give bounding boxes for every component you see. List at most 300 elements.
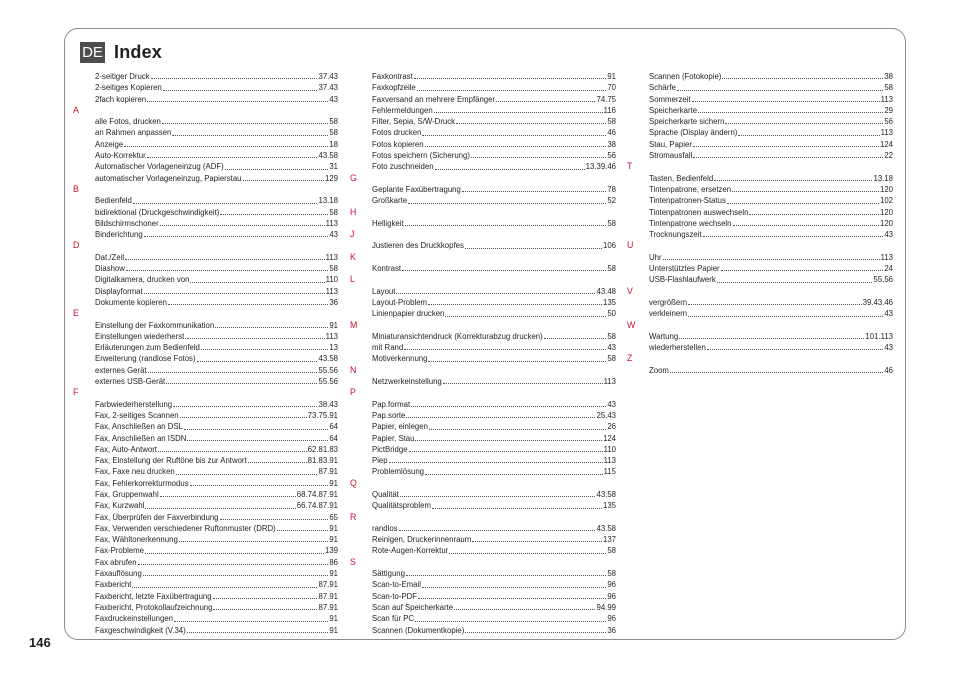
index-entry (372, 308, 616, 319)
index-entry (95, 116, 338, 127)
dot-leader (472, 541, 602, 542)
index-term: Fax, Auto-Antwort (95, 444, 157, 454)
index-term: Tintenpatrone wechseln (649, 218, 732, 228)
index-term: Displayformat (95, 286, 143, 296)
page-references: 86 (329, 557, 338, 567)
section-letter: U (627, 240, 634, 251)
index-entry (95, 545, 338, 556)
dot-leader (415, 621, 606, 622)
page-references: 91 (607, 72, 616, 81)
index-entry (95, 218, 338, 229)
page-references: 96 (607, 614, 616, 624)
index-entry (372, 342, 616, 353)
page-references: 38 (884, 72, 893, 81)
dot-leader (184, 429, 328, 430)
page-references: 22 (884, 151, 893, 161)
index-entry (372, 421, 616, 432)
index-term: Stau, Papier (649, 139, 692, 149)
section-letter: W (627, 319, 636, 330)
dot-leader (727, 203, 879, 204)
dot-leader (679, 338, 864, 339)
page-references: 81.83.91 (307, 456, 338, 466)
index-entry (95, 365, 338, 376)
index-entry (95, 579, 338, 590)
dot-leader (714, 180, 872, 181)
dot-leader (213, 609, 317, 610)
page-references: 43.58 (596, 489, 616, 499)
page-references: 113 (325, 331, 338, 341)
section-letter: T (627, 161, 633, 172)
index-term: Pap.format (372, 399, 411, 409)
index-term: verkleinern (649, 309, 688, 319)
dot-leader (409, 451, 603, 452)
page-references: 43 (884, 309, 893, 319)
index-term: externes Gerät (95, 365, 147, 375)
index-term: Einstellung der Faxkommunikation (95, 320, 215, 330)
index-entry (372, 240, 616, 251)
index-entry (372, 297, 616, 308)
index-term: mit Rand (372, 343, 404, 353)
index-column-1 (73, 71, 338, 636)
page-references: 52 (607, 196, 616, 206)
index-entry (649, 195, 893, 206)
index-entry (372, 568, 616, 579)
page-references: 87.91 (318, 591, 338, 601)
page-references: 55.56 (873, 275, 893, 285)
index-entry (372, 534, 616, 545)
index-term: Motiverkennung (372, 354, 428, 364)
page-references: 64 (329, 433, 338, 443)
index-term: Sättigung (372, 569, 405, 579)
index-term: 2-seitiger Druck (95, 72, 150, 81)
page-references: 56 (607, 151, 616, 161)
index-term: Fehlermeldungen (372, 105, 433, 115)
dot-leader (144, 293, 325, 294)
index-term: Fax, Einstellung der Ruftöne bis zur Antwort (95, 456, 247, 466)
index-term: Scan auf Speicherkarte (372, 602, 454, 612)
dot-leader (180, 417, 307, 418)
index-entry (649, 71, 893, 82)
index-term: wiederherstellen (649, 343, 706, 353)
index-entry (95, 207, 338, 218)
index-entry (95, 331, 338, 342)
index-term: Scannen (Fotokopie) (649, 72, 722, 81)
index-term: Erläuterungen zum Bedienfeld (95, 343, 200, 353)
index-term: Fax, Gruppenwahl (95, 489, 159, 499)
dot-leader (749, 214, 879, 215)
index-term: 2fach kopieren (95, 94, 147, 104)
page-references: 65 (329, 512, 338, 522)
index-entry (372, 455, 616, 466)
page-references: 87.91 (318, 602, 338, 612)
index-term: Pap.sorte (372, 410, 406, 420)
page-references: 43 (884, 343, 893, 353)
index-term: Zoom (649, 365, 669, 375)
index-term: Digitalkamera, drucken von (95, 275, 190, 285)
index-term: randlos (372, 523, 398, 533)
page-references: 36 (607, 625, 616, 635)
dot-leader (160, 496, 296, 497)
dot-leader (414, 78, 607, 79)
dot-leader (454, 609, 595, 610)
index-entry (372, 116, 616, 127)
page-references: 106 (602, 241, 616, 251)
index-term: Uhr (649, 252, 662, 262)
page-references: 58 (329, 207, 338, 217)
dot-leader (174, 621, 328, 622)
page-references: 43 (329, 94, 338, 104)
index-term: Erweiterung (randlose Fotos) (95, 354, 196, 364)
index-term: Fax, 2-seitiges Scannen (95, 410, 179, 420)
dot-leader (405, 225, 607, 226)
dot-leader (663, 259, 880, 260)
dot-leader (220, 519, 329, 520)
index-term: Problemlösung (372, 467, 425, 477)
dot-leader (496, 101, 595, 102)
page-references: 96 (607, 580, 616, 590)
index-term: Bedienfeld (95, 196, 132, 206)
section-letter: L (350, 274, 355, 285)
index-entry (372, 376, 616, 387)
index-column-3 (627, 71, 893, 376)
dot-leader (445, 316, 606, 317)
dot-leader (158, 451, 307, 452)
index-entry (95, 127, 338, 138)
page-references: 110 (325, 275, 338, 285)
page-references: 124 (602, 433, 616, 443)
dot-leader (449, 553, 606, 554)
page-title: Index (114, 41, 163, 62)
section-letter: E (73, 308, 79, 319)
index-term: PictBridge (372, 444, 408, 454)
index-entry (649, 173, 893, 184)
section-letter: G (350, 172, 357, 183)
page-references: 43 (329, 230, 338, 240)
index-entry (649, 218, 893, 229)
index-term: Faxgeschwindigkeit (V.34) (95, 625, 186, 635)
dot-leader (168, 304, 328, 305)
index-entry (649, 308, 893, 319)
index-entry (95, 297, 338, 308)
index-term: Tasten, Bedienfeld (649, 173, 714, 183)
index-entry (95, 286, 338, 297)
page-references: 87.91 (318, 467, 338, 477)
index-entry (372, 489, 616, 500)
page-references: 39.43.46 (862, 297, 893, 307)
index-entry (95, 410, 338, 421)
index-entry (372, 105, 616, 116)
page-references: 46 (884, 365, 893, 375)
index-term: Einstellungen wiederherst. (95, 331, 187, 341)
page-references: 113 (325, 286, 338, 296)
page-references: 43 (607, 399, 616, 409)
index-term: automatischer Vorlageneinzug, Papierstau (95, 173, 242, 183)
index-term: USB-Flashlaufwerk (649, 275, 716, 285)
index-term: vergrößern (649, 297, 688, 307)
index-entry (372, 399, 616, 410)
index-term: Piep (372, 456, 388, 466)
dot-leader (389, 462, 603, 463)
index-entry (649, 82, 893, 93)
index-entry (95, 534, 338, 545)
index-term: Anzeige (95, 139, 124, 149)
index-entry (649, 229, 893, 240)
page-references: 13.39.46 (585, 162, 616, 172)
section-letter: K (350, 251, 356, 262)
dot-leader (688, 304, 862, 305)
index-entry (649, 297, 893, 308)
index-entry (649, 139, 893, 150)
page-references: 91 (329, 535, 338, 545)
index-term: Automatischer Vorlageneinzug (ADF) (95, 162, 224, 172)
page-references: 25.43 (596, 410, 616, 420)
dot-leader (425, 146, 607, 147)
dot-leader (688, 316, 883, 317)
page-references: 58 (607, 569, 616, 579)
page-references: 38 (607, 139, 616, 149)
index-entry (95, 489, 338, 500)
index-term: Sommerzeit (649, 94, 691, 104)
index-term: Faxbericht, Protokollaufzeichnung (95, 602, 213, 612)
index-term: Fax, Fehlerkorrekturmodus (95, 478, 189, 488)
page-references: 91 (329, 614, 338, 624)
page-references: 94.99 (596, 602, 616, 612)
page-references: 120 (879, 218, 893, 228)
section-letter: R (350, 511, 357, 522)
dot-leader (187, 632, 329, 633)
page-number: 146 (29, 635, 51, 650)
index-entry (372, 127, 616, 138)
index-term: 2-seitiges Kopieren (95, 83, 162, 93)
index-term: Speicherkarte sichern (649, 117, 725, 127)
dot-leader (406, 575, 606, 576)
section-letter: P (350, 387, 356, 398)
page-references: 26 (607, 422, 616, 432)
index-term: Scan-to-Email (372, 580, 421, 590)
section-letter: S (350, 556, 356, 567)
dot-leader (197, 361, 318, 362)
page-references: 135 (602, 501, 616, 511)
page-references: 129 (324, 173, 338, 183)
page-references: 101.113 (865, 331, 893, 341)
index-term: Fotos drucken (372, 128, 422, 138)
index-entry (95, 523, 338, 534)
index-term: Großkarte (372, 196, 408, 206)
page-references: 37.43 (318, 72, 338, 81)
index-term: Tintenpatrone, ersetzen (649, 184, 732, 194)
page-references: 113 (325, 252, 338, 262)
dot-leader (396, 293, 595, 294)
index-entry (372, 71, 616, 82)
index-entry (372, 263, 616, 274)
dot-leader (418, 598, 606, 599)
index-term: Binderichtung (95, 230, 143, 240)
page-references: 50 (607, 309, 616, 319)
page-references: 43.58 (596, 523, 616, 533)
dot-leader (143, 575, 329, 576)
dot-leader (132, 587, 317, 588)
page-references: 66.74.87.91 (296, 501, 338, 511)
index-entry (372, 184, 616, 195)
index-term: Papier, Stau (372, 433, 415, 443)
section-letter: A (73, 104, 79, 115)
index-entry (372, 82, 616, 93)
index-term: Fax, Kurzwahl (95, 501, 145, 511)
index-entry (95, 353, 338, 364)
section-letter: Z (627, 353, 633, 364)
page-references: 124 (879, 139, 893, 149)
index-entry (649, 150, 893, 161)
index-term: Reinigen, Druckerinnenraum (372, 535, 472, 545)
index-entry (95, 195, 338, 206)
page-references: 38.43 (318, 399, 338, 409)
index-term: Fax, Verwenden verschiedener Ruftonmuster (DRD) (95, 523, 276, 533)
page-references: 13.18 (873, 173, 893, 183)
index-term: bidirektional (Druckgeschwindigkeit) (95, 207, 220, 217)
dot-leader (172, 135, 328, 136)
index-term: an Rahmen anpassen (95, 128, 172, 138)
page-references: 58 (607, 264, 616, 274)
dot-leader (693, 146, 879, 147)
index-term: Linienpapier drucken (372, 309, 445, 319)
index-term: Wartung (649, 331, 679, 341)
index-term: Fax, Wähltonerkennung (95, 535, 178, 545)
dot-leader (408, 203, 606, 204)
index-entry (649, 207, 893, 218)
page-references: 139 (324, 546, 338, 556)
page-references: 36 (329, 297, 338, 307)
dot-leader (434, 112, 603, 113)
dot-leader (462, 191, 606, 192)
index-term: Tintenpatronen-Status (649, 196, 726, 206)
index-term: Faxkontrast (372, 72, 413, 81)
page-references: 43.58 (318, 151, 338, 161)
dot-leader (693, 157, 883, 158)
page-references: 62.81.83 (307, 444, 338, 454)
dot-leader (677, 90, 883, 91)
dot-leader (435, 169, 585, 170)
page-references: 58 (329, 264, 338, 274)
index-term: Fax, Faxe neu drucken (95, 467, 175, 477)
section-letter: H (350, 206, 357, 217)
section-letter: F (73, 387, 79, 398)
index-entry (95, 591, 338, 602)
index-term: externes USB-Gerät (95, 377, 166, 387)
page-references: 87.91 (318, 580, 338, 590)
index-term: Scan-to-PDF (372, 591, 418, 601)
index-entry (372, 139, 616, 150)
section-letter: B (73, 183, 79, 194)
index-term: Helligkeit (372, 218, 404, 228)
page-references: 55.56 (318, 365, 338, 375)
index-term: alle Fotos, drucken (95, 117, 161, 127)
index-entry (95, 229, 338, 240)
page-references: 73.75.91 (307, 410, 338, 420)
index-term: Layout-Problem (372, 297, 428, 307)
page-references: 91 (329, 569, 338, 579)
index-term: Kontrast (372, 264, 402, 274)
dot-leader (721, 270, 884, 271)
page-references: 43 (884, 230, 893, 240)
index-term: Schärfe (649, 83, 676, 93)
dot-leader (215, 327, 328, 328)
index-entry (372, 161, 616, 172)
dot-leader (220, 214, 328, 215)
index-entry (372, 218, 616, 229)
page-references: 120 (879, 207, 893, 217)
page-references: 116 (603, 105, 616, 115)
dot-leader (443, 383, 603, 384)
page-references: 58 (607, 354, 616, 364)
index-entry (95, 376, 338, 387)
section-letter: D (73, 240, 80, 251)
dot-leader (422, 135, 606, 136)
index-entry (95, 94, 338, 105)
index-entry (95, 602, 338, 613)
page-references: 115 (603, 467, 616, 477)
index-term: Fotos speichern (Sicherung) (372, 151, 470, 161)
index-term: Geplante Faxübertragung (372, 184, 461, 194)
page-references: 58 (884, 83, 893, 93)
index-term: Fax, Anschließen an DSL (95, 422, 183, 432)
page-references: 91 (329, 625, 338, 635)
page-references: 102 (879, 196, 893, 206)
index-entry (649, 184, 893, 195)
index-entry (95, 455, 338, 466)
index-entry (95, 399, 338, 410)
index-entry (95, 557, 338, 568)
index-term: Auto-Korrektur (95, 151, 146, 161)
page-references: 56 (884, 117, 893, 127)
index-entry (372, 331, 616, 342)
index-entry (95, 568, 338, 579)
index-term: Trocknungszeit (649, 230, 702, 240)
dot-leader (404, 349, 606, 350)
index-entry (95, 150, 338, 161)
dot-leader (428, 361, 606, 362)
index-entry (95, 173, 338, 184)
index-entry (649, 263, 893, 274)
index-entry (649, 105, 893, 116)
index-entry (372, 410, 616, 421)
index-term: Rote-Augen-Korrektur (372, 546, 449, 556)
dot-leader (399, 530, 596, 531)
page-references: 37.43 (318, 83, 338, 93)
index-entry (95, 444, 338, 455)
page-references: 91 (329, 523, 338, 533)
dot-leader (456, 123, 606, 124)
dot-leader (422, 587, 606, 588)
index-term: Bildschirmschoner (95, 218, 159, 228)
page-references: 58 (607, 331, 616, 341)
page-references: 24 (884, 264, 893, 274)
page-references: 137 (602, 535, 616, 545)
page-references: 91 (329, 320, 338, 330)
index-entry (372, 591, 616, 602)
page-references: 46 (607, 128, 616, 138)
dot-leader (717, 282, 873, 283)
page-references: 58 (607, 218, 616, 228)
index-term: Foto zuschneiden (372, 162, 434, 172)
dot-leader (166, 383, 317, 384)
dot-leader (173, 406, 317, 407)
index-entry (372, 579, 616, 590)
dot-leader (544, 338, 607, 339)
dot-leader (248, 462, 307, 463)
index-entry (372, 94, 616, 105)
index-entry (649, 365, 893, 376)
index-term: Miniaturansichtendruck (Korrekturabzug drucken) (372, 331, 543, 341)
